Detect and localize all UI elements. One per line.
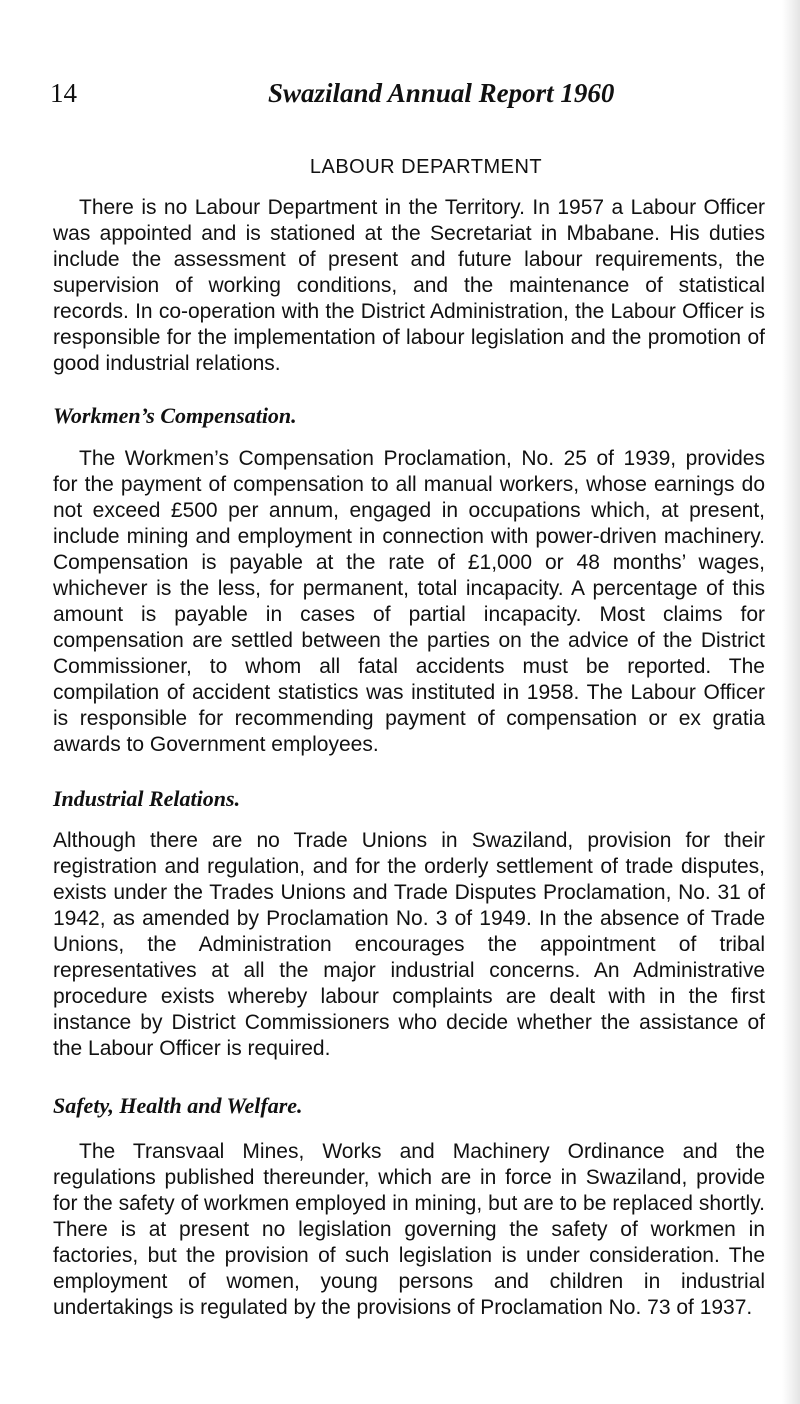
subsection-heading-industrial-relations: Industrial Relations.: [53, 786, 241, 811]
subsection-heading-workmens-compensation: Workmen’s Compensation.: [53, 403, 297, 428]
subsection-heading-safety-health-welfare: Safety, Health and Welfare.: [53, 1093, 303, 1118]
industrial-relations-paragraph: Although there are no Trade Unions in Swaziland, provision for their registration and regulation, and for the orderly settlement of trade disputes, exists under the Trades Unions and Trade Disputes Proclamation, No. 31 of 1942, as amended by Proclamation No. 3 of 1949. In the absence of Trade Unions, the Administration encourages the appointment of tribal representatives at all the major industrial concerns. An Administrative procedure exists whereby labour complaints are dealt with in the first instance by District Commissioners who decide whether the assistance of the Labour Officer is required.: [53, 829, 765, 1060]
intro-paragraph: There is no Labour Department in the Territory. In 1957 a Labour Officer was appointed and is stationed at the Secretariat in Mbabane. His duties include the assessment of present and future labour requirements, the supervision of working conditions, and the maintenance of statistical records. In co-operation with the District Administration, the Labour Officer is responsible for the implementation of labour legislation and the promotion of good industrial relations.: [53, 196, 765, 375]
page-edge-shadow: [782, 0, 800, 1404]
running-title: Swaziland Annual Report 1960: [268, 78, 615, 108]
section-title: LABOUR DEPARTMENT: [309, 156, 543, 178]
running-header: [50, 78, 770, 112]
page-number: 14: [50, 78, 77, 108]
workmens-compensation-paragraph: The Workmen’s Compensation Proclamation, No. 25 of 1939, provides for the payment of compensation to all manual workers, whose earnings do not exceed £500 per annum, engaged in occupations which, at present, include mining and employment in connection with power-driven machinery. Compensation is payable at the rate of £1,000 or 48 months’ wages, whichever is the less, for permanent, total incapacity. A percentage of this amount is payable in cases of partial incapacity. Most claims for compensation are settled between the parties on the advice of the District Commissioner, to whom all fatal accidents must be reported. The compilation of accident statistics was instituted in 1958. The Labour Officer is responsible for recommending payment of compensation or ex gratia awards to Government employees.: [53, 447, 765, 756]
page-body: [53, 156, 765, 1321]
safety-health-welfare-paragraph: The Transvaal Mines, Works and Machinery Ordinance and the regulations published thereunder, which are in force in Swaziland, provide for the safety of workmen employed in mining, but are to be replaced shortly. There is at present no legislation governing the safety of workmen in factories, but the provision of such legislation is under consideration. The employment of women, young persons and children in industrial undertakings is regulated by the provisions of Proclamation No. 73 of 1937.: [53, 1140, 765, 1319]
